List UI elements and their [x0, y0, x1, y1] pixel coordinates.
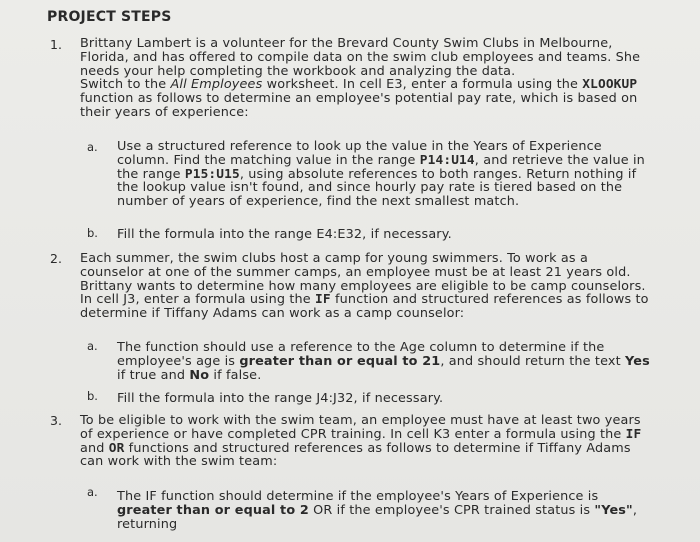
- step-1-intro: Brittany Lambert is a volunteer for the Brevard County Swim Clubs in Melbourne, Florida, and has offered to compile data on the swim club employees and teams. She needs your help completing the workbook and analyzing the data.: [80, 36, 641, 79]
- step-3-text: To be eligible to work with the swim team, an employee must have at least two years of experience or have completed CPR training. In cell K3 enter a formula using the IF and OR functions and structured references as follows to determine if Tiffany Adams can work with the swim team:: [80, 413, 642, 470]
- step-2b-text: Fill the formula into the range J4:J32, if necessary.: [117, 391, 444, 406]
- xlookup-keyword: XLOOKUP: [582, 77, 638, 93]
- if-keyword: IF: [625, 426, 642, 442]
- subitem-letter: a.: [87, 485, 98, 499]
- step-number: 3.: [50, 413, 62, 428]
- step-number: 1.: [50, 37, 62, 52]
- step-1-text: Brittany Lambert is a volunteer for the Brevard County Swim Clubs in Melbourne, Florida, and has offered to compile data on the swim club employees and teams. She needs your help completing the workbook and analyzing the data. Switch to the All Employees worksheet. In cell E3, enter a formula using the XLOOKUP function as follows to determine an employee's potential pay rate, which is based on their years of experience:: [80, 36, 641, 120]
- if-keyword: IF: [315, 292, 331, 308]
- worksheet-name: All Employees: [170, 77, 263, 93]
- step-1b-text: Fill the formula into the range E4:E32, if necessary.: [117, 227, 452, 242]
- or-keyword: OR: [108, 440, 125, 456]
- subitem-letter: b.: [87, 389, 98, 403]
- step-1a-text: Use a structured reference to look up the value in the Years of Experience column. Find the matching value in the range P14:U14, and retrieve the value in the range P15:U15, using absolute references to both ranges. Return nothing if the lookup value isn't found, and since hourly pay rate is tiered based on the number of years of experience, find the next smallest match.: [117, 139, 645, 210]
- step-number: 2.: [50, 251, 62, 266]
- range-p15-u15: P15:U15: [184, 166, 240, 182]
- subitem-letter: a.: [87, 140, 98, 154]
- step-3a-text: The IF function should determine if the employee's Years of Experience is greater than or equal to 2 OR if the employee's CPR trained status is "Yes", returning: [117, 489, 638, 532]
- page-title: PROJECT STEPS: [47, 9, 172, 25]
- range-p14-u14: P14:U14: [419, 152, 475, 168]
- step-2-text: Each summer, the swim clubs host a camp for young swimmers. To work as a counselor at one of the summer camps, an employee must be at least 21 years old. Brittany wants to determine how many employees are eligible to be camp counselors. In cell J3, enter a formula using the IF function and structured references as follows to determine if Tiffany Adams can work as a camp counselor:: [80, 251, 649, 322]
- subitem-letter: a.: [87, 339, 98, 353]
- step-2a-text: The function should use a reference to the Age column to determine if the employee's age is greater than or equal to 21, and should return the text Yes if true and No if false.: [117, 340, 650, 383]
- subitem-letter: b.: [87, 226, 98, 240]
